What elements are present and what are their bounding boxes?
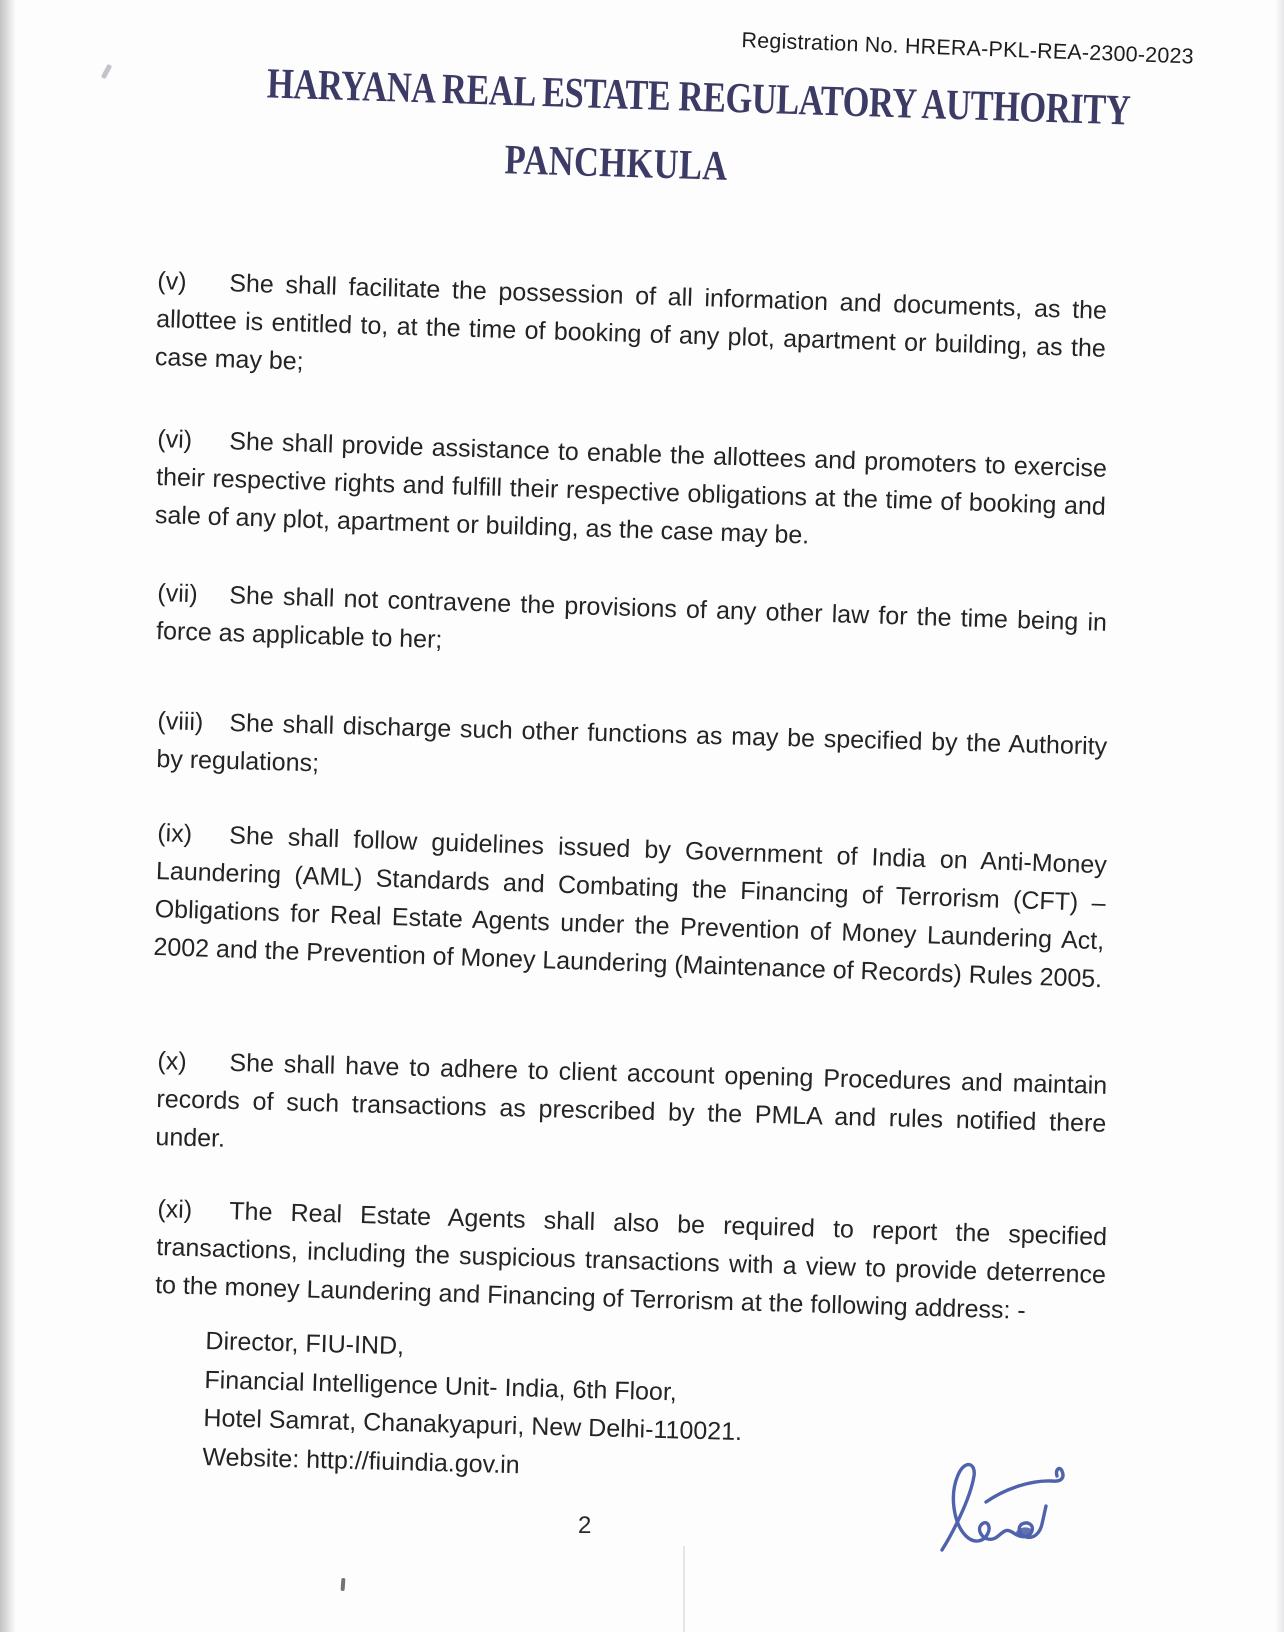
clause-text: She shall follow guidelines issued by Government of India on Anti-Money Laundering (AML) Standards and Combating the Financing of Terrorism (CFT) – Obligations for Real Estate Agents under the Prevention of Money Laundering Act, 2002 and the Prevention of Money Laundering (Maintenance of Records) Rules 2005. [152, 821, 1108, 994]
clause-number: (v) [156, 266, 187, 296]
authority-title [158, 56, 1131, 135]
authority-title-text: HARYANA REAL ESTATE REGULATORY AUTHORITY [266, 60, 1131, 135]
pen-tick-artifact [101, 64, 112, 80]
clause-paragraph-vi [154, 420, 1107, 564]
page-number: 2 [578, 1512, 592, 1539]
clause-paragraph-xi [155, 1190, 1108, 1332]
authority-location [159, 126, 1075, 201]
clause-paragraph-v [154, 262, 1107, 406]
clause-paragraph-viii [156, 702, 1108, 804]
clause-paragraph-x [155, 1042, 1108, 1181]
clause-number: (x) [157, 1046, 188, 1076]
fiu-address-block [202, 1322, 966, 1496]
clause-number: (viii) [157, 706, 204, 737]
scan-crease-artifact [683, 1546, 685, 1632]
address-line-unit: Financial Intelligence Unit- India, 6th Floor, [204, 1365, 678, 1406]
clause-number: (xi) [157, 1194, 193, 1225]
signature-ink-icon [928, 1448, 1076, 1558]
address-line-city: Hotel Samrat, Chanakyapuri, New Delhi-110021. [203, 1403, 743, 1447]
clause-number: (ix) [156, 818, 193, 849]
address-line-website: Website: http://fiuindia.gov.in [202, 1442, 521, 1479]
clause-paragraph-vii [156, 574, 1108, 680]
clause-text: The Real Estate Agents shall also be required to report the specified transactions, including the suspicious transactions with a view to provide deterrence to the money Laundering and Financing of Terrorism at the following address: - [154, 1197, 1108, 1325]
clause-text: She shall not contravene the provisions of any other law for the time being in force as applicable to her; [155, 581, 1108, 654]
scan-edge-shadow-left [0, 0, 16, 1632]
clause-text: She shall discharge such other functions as may be specified by the Authority by regulations; [156, 708, 1108, 778]
ink-speck-artifact [341, 1578, 346, 1591]
authority-location-text: PANCHKULA [504, 137, 729, 190]
clause-text: She shall facilitate the possession of all information and documents, as the allottee is entitled to, at the time of booking of any plot, apartment or building, as the case may be; [154, 269, 1108, 376]
registration-number: Registration No. HRERA-PKL-REA-2300-2023 [741, 28, 1195, 69]
address-line-director: Director, FIU-IND, [205, 1326, 405, 1361]
clause-paragraph-ix [153, 814, 1108, 998]
clause-text: She shall have to adhere to client account opening Procedures and maintain records of such transactions as prescribed by the PMLA and rules notified there under. [155, 1048, 1108, 1153]
clause-number: (vi) [156, 424, 193, 455]
clause-number: (vii) [156, 578, 199, 609]
clause-text: She shall provide assistance to enable the allottees and promoters to exercise their respective rights and fulfill their respective obligations at the time of booking and sale of any plot, apartment or building, as the case may be. [154, 427, 1108, 550]
scan-edge-shadow-right [1275, 0, 1284, 1632]
